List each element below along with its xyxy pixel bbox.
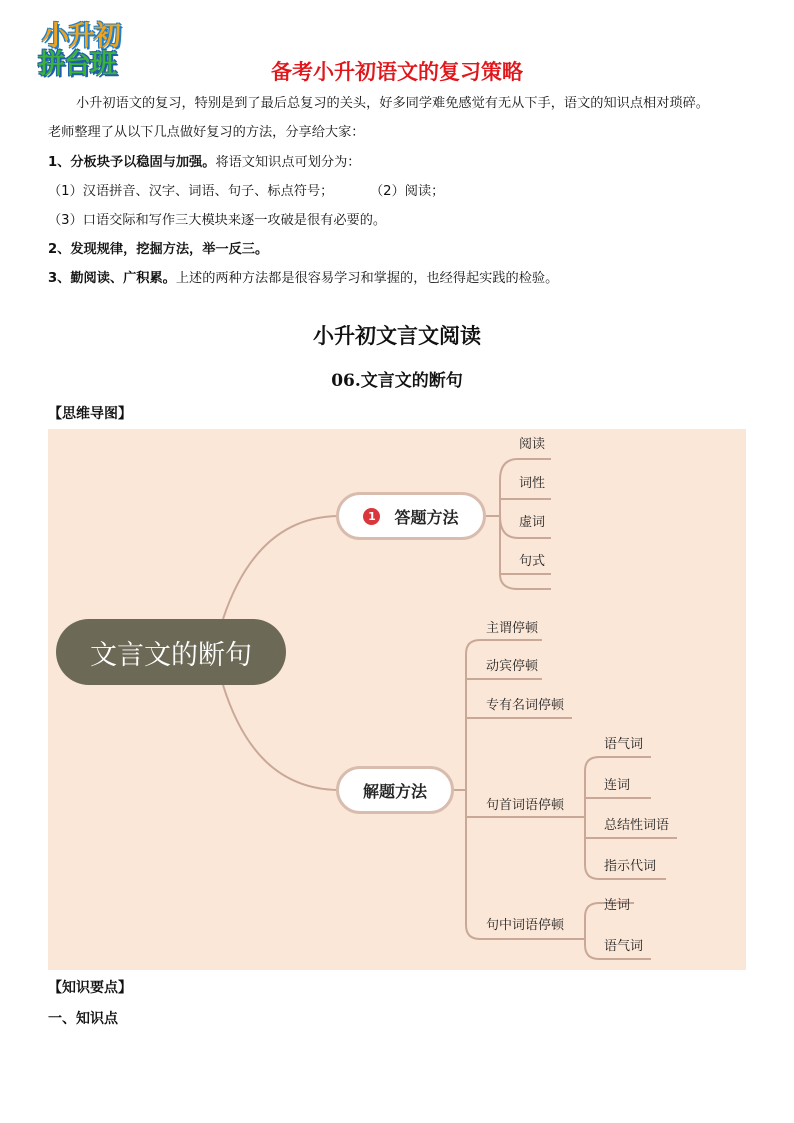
- branch-solve-method: [336, 766, 454, 814]
- knowledge-point-1: 一、知识点: [48, 1011, 118, 1027]
- intro-item-1: [48, 154, 361, 172]
- child-verb-object: 动宾停顿: [486, 659, 539, 674]
- section-title: 小升初文言文阅读: [313, 323, 481, 348]
- intro-item-1-rest: 将语文知识点可划分为：: [215, 155, 361, 170]
- branch-answer-method-label: 答题方法: [394, 507, 459, 527]
- intro-item-1-bold: 1、分板块予以稳固与加强。: [48, 155, 216, 170]
- logo-text-bottom: 拼台班: [38, 49, 116, 80]
- mind-map-root: 文言文的断句: [56, 619, 286, 685]
- leaf-demonstrative-pronoun: 指示代词: [604, 859, 657, 874]
- branch-answer-method: [336, 492, 486, 540]
- leaf-conjunction-2: 连词: [604, 898, 631, 913]
- intro-item-3-bold: 3、勤阅读、广积累。: [48, 271, 176, 286]
- intro-item-2-bold: 2、发现规律，挖掘方法，举一反三。: [48, 242, 269, 257]
- mindmap-label: 【思维导图】: [48, 406, 132, 422]
- intro-item-3: [48, 270, 558, 288]
- mind-map: [48, 429, 746, 970]
- leaf-modal-particle-2: 语气词: [604, 939, 644, 954]
- page-title: 备考小升初语文的复习策略: [271, 60, 523, 84]
- leaf-conjunction: 连词: [604, 778, 631, 793]
- intro-item-2: [48, 241, 268, 259]
- intro-sub-3: （3）口语交际和写作三大模块来逐一攻破是很有必要的。: [48, 213, 387, 228]
- intro-line-1: 小升初语文的复习，特别是到了最后总复习的关头，好多同学难免感觉有无从下手，语文的知识点相对琐碎。: [76, 96, 709, 111]
- branch-solve-method-label: 解题方法: [362, 781, 427, 801]
- leaf-part-of-speech: 词性: [519, 476, 546, 491]
- child-sentence-middle: 句中词语停顿: [486, 918, 565, 933]
- child-subject-predicate: 主谓停顿: [486, 621, 539, 636]
- child-sentence-start: 句首词语停顿: [486, 798, 565, 813]
- child-proper-noun: 专有名词停顿: [486, 698, 565, 713]
- leaf-modal-particle: 语气词: [604, 737, 644, 752]
- intro-item-3-rest: 上述的两种方法都是很容易学习和掌握的，也经得起实践的检验。: [175, 271, 559, 286]
- intro-sub-2: （2）阅读；: [370, 184, 445, 199]
- leaf-sentence-pattern: 句式: [519, 554, 546, 569]
- knowledge-label: 【知识要点】: [48, 980, 132, 996]
- logo-text-top: 小升初: [42, 21, 120, 52]
- leaf-read: 阅读: [519, 437, 546, 452]
- number-badge: 1: [363, 508, 380, 525]
- section-subtitle: 06.文言文的断句: [331, 371, 463, 391]
- intro-sub-1: （1）汉语拼音、汉字、词语、句子、标点符号；: [48, 184, 334, 199]
- intro-line-2: 老师整理了从以下几点做好复习的方法，分享给大家：: [48, 125, 365, 140]
- leaf-function-word: 虚词: [519, 515, 546, 530]
- leaf-summary-word: 总结性词语: [604, 818, 670, 833]
